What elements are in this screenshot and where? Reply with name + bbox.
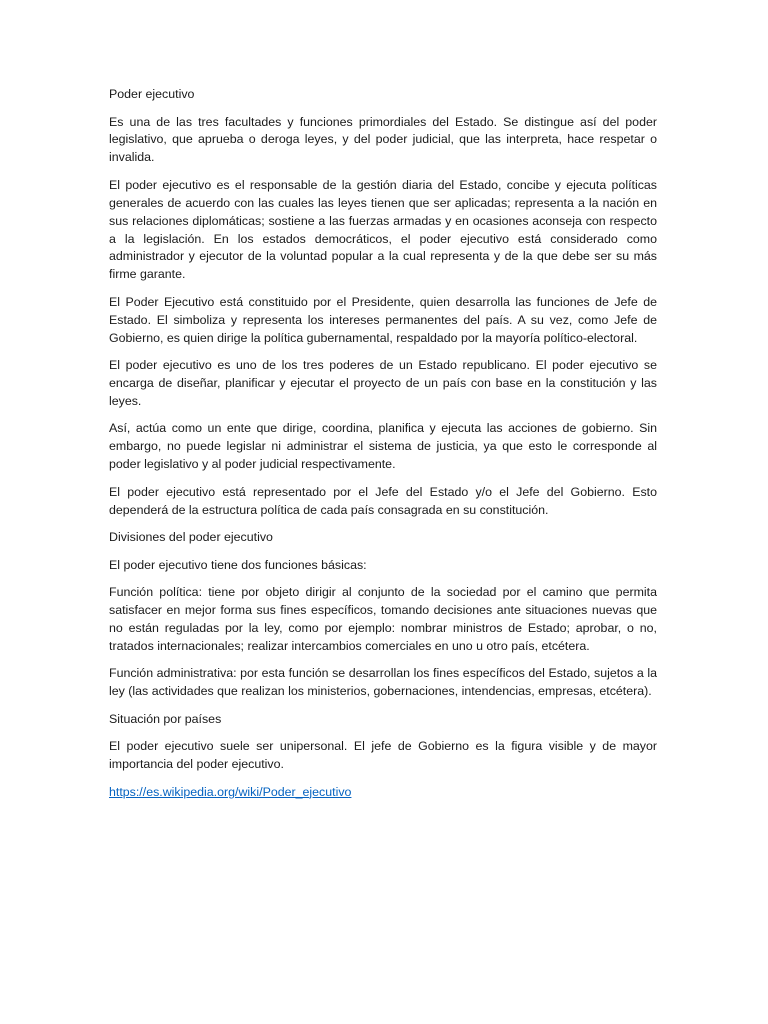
paragraph-political-function: Función política: tiene por objeto dirigir al conjunto de la sociedad por el camino que permita satisfacer en mejor forma sus fines específicos, tomando decisiones ante situaciones nuevas que no están reguladas por la ley, como por ejemplo: nombrar ministros de Estado; aprobar, o no, tratados internacionales; realizar intercambios comerciales en uno u otro país, etcétera. [109, 585, 657, 653]
paragraph-republic: El poder ejecutivo es uno de los tres poderes de un Estado republicano. El poder ejecutivo se encarga de diseñar, planificar y ejecutar el proyecto de un país con base en la constitución y las leyes. [109, 358, 657, 408]
paragraph-responsibilities: El poder ejecutivo es el responsable de la gestión diaria del Estado, concibe y ejecuta políticas generales de acuerdo con las cuales las leyes tienen que ser aplicadas; representa a la nación en sus relaciones diplomáticas; sostiene a las fuerzas armadas y en ocasiones aconseja con respecto a la legislación. En los estados democráticos, el poder ejecutivo está considerado como administrador y ejecutor de la voluntad popular a la cual representa y de la que debe ser su más firme garante. [109, 177, 657, 282]
source-link[interactable]: https://es.wikipedia.org/wiki/Poder_ejecutivo [109, 784, 352, 799]
paragraph-composition: El Poder Ejecutivo está constituido por el Presidente, quien desarrolla las funciones de Jefe de Estado. El simboliza y representa los intereses permanentes del país. A su vez, como Jefe de Gobierno, es quien dirige la política gubernamental, respaldado por la mayoría político-electoral. [109, 294, 657, 345]
paragraph-definition: Es una de las tres facultades y funciones primordiales del Estado. Se distingue así del poder legislativo, que aprueba o deroga leyes, y del poder judicial, que las interpreta, hace respetar o invalida. [109, 114, 657, 165]
situation-heading: Situación por países [109, 711, 222, 726]
functions-intro: El poder ejecutivo tiene dos funciones básicas: [109, 557, 367, 572]
document-page [109, 86, 657, 811]
paragraph-actions: Así, actúa como un ente que dirige, coordina, planifica y ejecuta las acciones de gobierno. Sin embargo, no puede legislar ni administrar el sistema de justicia, ya que esto le corresponde al poder legislativo y al poder judicial respectivamente. [109, 421, 657, 472]
paragraph-representation: El poder ejecutivo está representado por el Jefe del Estado y/o el Jefe del Gobierno. Esto dependerá de la estructura política de cada país consagrada en su constitución. [109, 484, 657, 517]
document-title: Poder ejecutivo [109, 87, 195, 101]
divisions-heading: Divisiones del poder ejecutivo [109, 530, 273, 545]
paragraph-situation: El poder ejecutivo suele ser unipersonal. El jefe de Gobierno es la figura visible y de mayor importancia del poder ejecutivo. [109, 739, 657, 772]
paragraph-administrative-function: Función administrativa: por esta función se desarrollan los fines específicos del Estado, sujetos a la ley (las actividades que realizan los ministerios, gobernaciones, intendencias, empresas, etcétera). [109, 666, 657, 699]
